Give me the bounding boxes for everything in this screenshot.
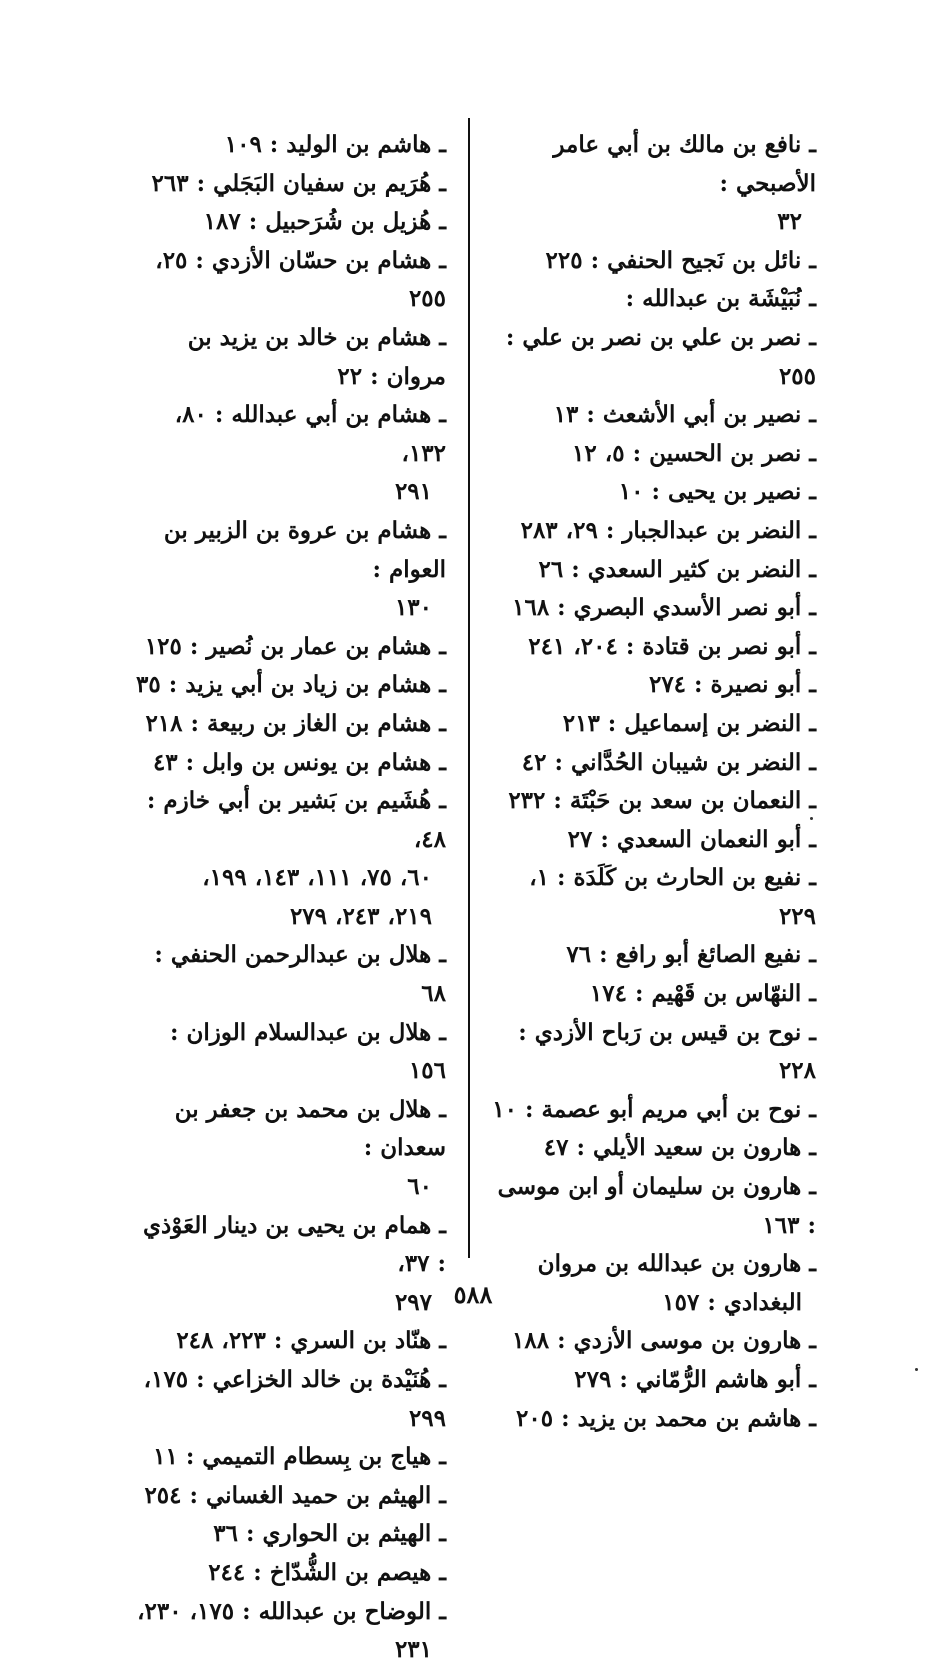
index-entry-text: ـ هشام بن زياد بن أبي يزيد : ٣٥ <box>135 671 446 699</box>
index-entry-text: ـ نافع بن مالك بن أبي عامر الأصبحي : <box>553 131 816 197</box>
index-entry-text: ـ أبو نصر بن قتادة : ٢٠٤، ٢٤١ <box>528 632 816 660</box>
index-entry <box>491 1129 816 1168</box>
index-entry <box>491 666 816 705</box>
index-entry-continuation: ٢١٩، ٢٤٣، ٢٧٩ <box>289 902 432 930</box>
index-entry <box>491 551 816 590</box>
index-entry <box>128 782 446 936</box>
index-entry-continuation: ٦٠، ٧٥، ١١١، ١٤٣، ١٩٩، <box>202 864 432 892</box>
index-entry-text: ـ هلال بن عبدالرحمن الحنفي : ٦٨ <box>154 941 446 1008</box>
index-entry-text: ـ هاشم بن محمد بن يزيد : ٢٠٥ <box>516 1404 816 1432</box>
index-entry <box>128 512 446 628</box>
index-entry-text: ـ هشام بن يونس بن وابل : ٤٣ <box>152 748 446 776</box>
index-entry-text: ـ هارون بن عبدالله بن مروان <box>537 1250 816 1278</box>
index-column-right <box>491 126 816 1438</box>
index-entry-text: ـ نائل بن نَجيح الحنفي : ٢٢٥ <box>545 246 816 274</box>
index-entry-text: ـ هشام بن خالد بن يزيد بن مروان : ٢٢ <box>187 323 446 390</box>
index-entry-text: ـ هارون بن موسى الأزدي : ١٨٨ <box>512 1327 816 1355</box>
index-entry <box>491 242 816 281</box>
index-entry-text: ـ هُرَيم بن سفيان البَجَلي : ٢٦٣ <box>151 169 446 197</box>
index-entry <box>491 782 816 821</box>
index-entry <box>491 1014 816 1091</box>
index-entry <box>128 1554 446 1593</box>
index-entry <box>128 666 446 705</box>
index-entry <box>491 936 816 975</box>
index-entry-text: ـ هشام بن الغاز بن ربيعة : ٢١٨ <box>145 709 446 737</box>
index-entry-text: ـ هشام بن عروة بن الزبير بن العوام : <box>163 516 446 583</box>
index-entry-text: ـ هشام بن عمار بن نُصير : ١٢٥ <box>144 632 446 660</box>
index-entry <box>128 1361 446 1438</box>
scan-speck <box>915 1368 918 1371</box>
index-entry-text: ـ نفيع بن الحارث بن كَلَدَة : ١، ٢٢٩ <box>529 864 816 930</box>
index-entry-text: ـ نوح بن أبي مريم أبو عصمة : ١٠ <box>492 1095 816 1123</box>
index-entry <box>128 1014 446 1091</box>
index-entry <box>491 396 816 435</box>
index-entry <box>491 473 816 512</box>
index-entry-text: ـ النضر بن عبدالجبار : ٢٩، ٢٨٣ <box>520 516 816 544</box>
index-entry-text: ـ أبو هاشم الرُّمّاني : ٢٧٩ <box>574 1366 816 1393</box>
index-entry <box>128 705 446 744</box>
index-entry <box>491 1361 816 1400</box>
index-entry-text: ـ الهيثم بن حميد الغساني : ٢٥٤ <box>144 1481 446 1509</box>
index-entry <box>491 319 816 396</box>
index-entry-continuation: ٣٢ <box>777 208 802 236</box>
index-entry-text: ـ نصير بن أبي الأشعث : ١٣ <box>553 401 816 429</box>
index-entry-text: ـ هارون بن سليمان أو ابن موسى : ١٦٣ <box>497 1173 816 1239</box>
index-entry-text: ـ هياج بن بِسطام التميمي : ١١ <box>153 1443 446 1471</box>
index-entry-text: ـ أبو نصر الأسدي البصري : ١٦٨ <box>512 594 816 622</box>
index-entry-text: ـ هلال بن عبدالسلام الوزان : ١٥٦ <box>169 1018 446 1085</box>
index-entry-text: ـ الوضاح بن عبدالله : ١٧٥، ٢٣٠، <box>137 1597 446 1625</box>
index-entry-text: ـ نُبَيْشَة بن عبدالله : <box>625 285 816 313</box>
index-entry <box>491 126 816 242</box>
index-entry <box>491 705 816 744</box>
index-entry <box>128 1438 446 1477</box>
index-entry-text: ـ هلال بن محمد بن جعفر بن سعدان : <box>174 1095 446 1162</box>
index-entry-text: ـ هنّاد بن السري : ٢٢٣، ٢٤٨ <box>176 1327 446 1355</box>
index-entry-text: ـ أبو نصيرة : ٢٧٤ <box>648 671 816 699</box>
index-entry-text: ـ نفيع الصائغ أبو رافع : ٧٦ <box>566 941 816 969</box>
index-entry <box>128 1477 446 1516</box>
column-divider <box>468 118 470 1258</box>
index-entry <box>491 280 816 319</box>
index-entry-text: ـ النضر بن كثير السعدي : ٢٦ <box>538 555 816 583</box>
index-entry-text: ـ أبو النعمان السعدي : ٢٧ <box>567 825 816 853</box>
index-column-left <box>128 126 446 1670</box>
index-entry <box>491 1091 816 1130</box>
index-entry-text: ـ النضر بن شيبان الحُدَّاني : ٤٢ <box>521 748 816 776</box>
index-entry <box>491 1322 816 1361</box>
index-entry <box>128 1593 446 1670</box>
index-entry-text: ـ هاشم بن الوليد : ١٠٩ <box>224 131 446 158</box>
index-entry <box>128 628 446 667</box>
index-entry <box>491 628 816 667</box>
index-entry-text: ـ الهيثم بن الحواري : ٣٦ <box>213 1520 446 1548</box>
index-entry-text: ـ همام بن يحيى بن دينار العَوْذي : ٣٧، <box>143 1211 446 1278</box>
index-entry-text: ـ نوح بن قيس بن رَباح الأزدي : ٢٢٨ <box>518 1018 816 1085</box>
index-entry-continuation: ٢٣١ <box>394 1636 432 1664</box>
index-entry-continuation: البغدادي : ١٥٧ <box>662 1288 802 1316</box>
index-entry <box>128 1515 446 1554</box>
index-entry <box>491 1168 816 1245</box>
index-entry <box>491 859 816 936</box>
index-entry <box>128 242 446 319</box>
index-entry <box>491 512 816 551</box>
scan-speck <box>810 817 813 820</box>
index-entry-text: ـ النضر بن إسماعيل : ٢١٣ <box>562 709 816 737</box>
index-entry-text: ـ هشام بن حسّان الأزدي : ٢٥، ٢٥٥ <box>155 246 446 313</box>
index-entry-text: ـ هيصم بن الشُّدّاخ : ٢٤٤ <box>208 1558 446 1586</box>
index-entry-continuation: ١٣٠ <box>394 594 432 622</box>
index-entry-text: ـ نصر بن الحسين : ٥، ١٢ <box>572 439 816 467</box>
index-entry-text: ـ هُزيل بن شُرَحبيل : ١٨٧ <box>203 208 446 236</box>
index-entry <box>128 203 446 242</box>
index-entry-text: ـ النعمان بن سعد بن حَبْتَة : ٢٣٢ <box>508 787 816 815</box>
index-entry <box>128 396 446 512</box>
index-entry <box>128 1322 446 1361</box>
index-entry <box>491 975 816 1014</box>
index-entry-text: ـ هارون بن سعيد الأيلي : ٤٧ <box>543 1134 816 1162</box>
index-entry <box>128 744 446 783</box>
page-number: ٥٨٨ <box>453 1280 493 1309</box>
index-entry-text: ـ النهّاس بن قَهْيم : ١٧٤ <box>589 980 816 1008</box>
index-entry <box>128 1091 446 1207</box>
index-entry-continuation: ٦٠ <box>407 1173 432 1201</box>
index-entry <box>491 435 816 474</box>
index-entry-text: ـ هُشَيم بن بَشير بن أبي خازم : ٤٨، <box>146 787 446 853</box>
index-entry-continuation: ٢٩١ <box>394 478 432 506</box>
index-entry <box>491 744 816 783</box>
index-entry-continuation: ٢٩٧ <box>394 1288 432 1316</box>
index-entry <box>491 821 816 860</box>
index-entry-text: ـ نصير بن يحيى : ١٠ <box>618 478 816 506</box>
index-entry-text: ـ هُنَيْدة بن خالد الخزاعي : ١٧٥، ٢٩٩ <box>143 1366 446 1432</box>
index-entry <box>491 589 816 628</box>
index-entry <box>128 319 446 396</box>
index-entry-text: ـ هشام بن أبي عبدالله : ٨٠، ١٣٢، <box>174 401 446 467</box>
index-entry <box>128 165 446 204</box>
index-entry <box>491 1400 816 1439</box>
index-entry <box>128 936 446 1013</box>
index-entry-text: ـ نصر بن علي بن نصر بن علي : ٢٥٥ <box>505 323 816 390</box>
index-entry <box>128 126 446 165</box>
